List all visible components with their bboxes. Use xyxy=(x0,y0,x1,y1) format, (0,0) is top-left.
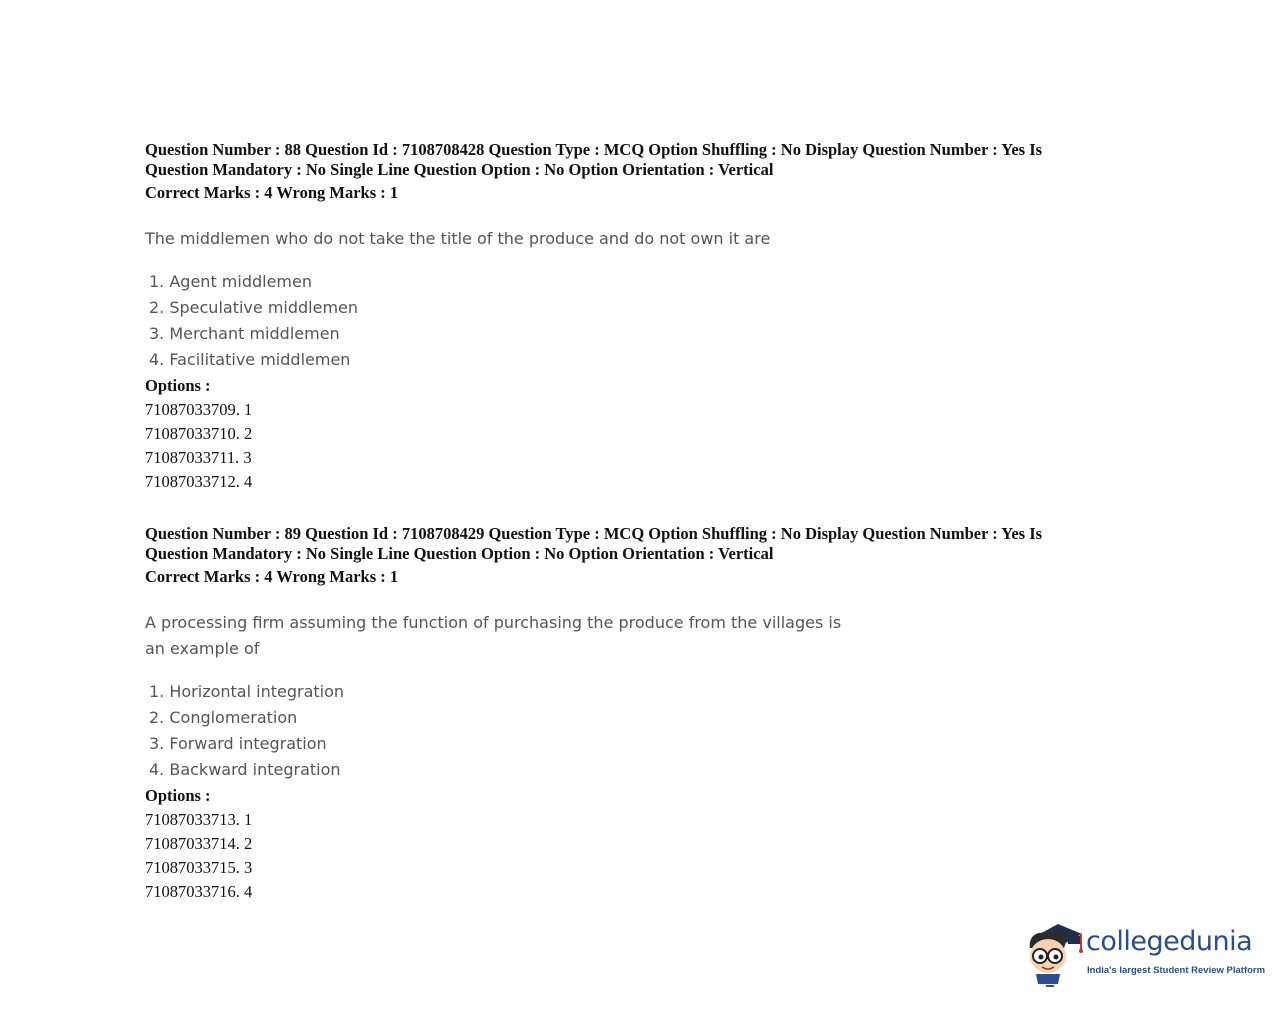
question-text: A processing firm assuming the function of purchasing the produce from the villages is an example of xyxy=(145,613,842,658)
option-id: 71087033716. 4 xyxy=(145,882,253,901)
option-id-list xyxy=(145,398,1105,494)
answer-choices xyxy=(145,269,1105,373)
option-id: 71087033714. 2 xyxy=(145,834,253,853)
question-marks: Correct Marks : 4 Wrong Marks : 1 xyxy=(145,183,399,202)
options-label: Options : xyxy=(145,376,211,395)
option-id: 71087033709. 1 xyxy=(145,400,253,419)
options-label: Options : xyxy=(145,786,211,805)
question-meta xyxy=(145,140,1105,180)
question-text: The middlemen who do not take the title of the produce and do not own it are xyxy=(145,229,771,248)
answer-choice: 1. Horizontal integration xyxy=(149,682,345,701)
option-id: 71087033715. 3 xyxy=(145,858,253,877)
option-id: 71087033710. 2 xyxy=(145,424,253,443)
question-meta-line-2: Question Mandatory : No Single Line Question Option : No Option Orientation : Vertical xyxy=(145,544,774,563)
answer-choice: 2. Conglomeration xyxy=(149,708,298,727)
option-id: 71087033712. 4 xyxy=(145,472,253,491)
option-id: 71087033713. 1 xyxy=(145,810,253,829)
logo-wordmark: collegedunia xyxy=(1086,926,1253,957)
answer-choice: 4. Facilitative middlemen xyxy=(149,350,351,369)
answer-choice: 3. Merchant middlemen xyxy=(149,324,340,343)
question-meta-line-1: Question Number : 88 Question Id : 7108708428 Question Type : MCQ Option Shuffling : No Display Question Number : Yes Is xyxy=(145,140,1043,159)
logo-tagline: India's largest Student Review Platform xyxy=(1087,965,1266,976)
answer-choice: 2. Speculative middlemen xyxy=(149,298,359,317)
option-id-list xyxy=(145,808,1105,904)
question-marks: Correct Marks : 4 Wrong Marks : 1 xyxy=(145,567,399,586)
question-meta xyxy=(145,524,1105,564)
graduate-mascot-icon xyxy=(1024,918,1086,988)
question-meta-line-2: Question Mandatory : No Single Line Question Option : No Option Orientation : Vertical xyxy=(145,160,774,179)
answer-choices xyxy=(145,679,1105,783)
option-id: 71087033711. 3 xyxy=(145,448,252,467)
question-88 xyxy=(145,140,1105,494)
answer-choice: 3. Forward integration xyxy=(149,734,327,753)
collegedunia-logo xyxy=(1024,918,1264,990)
question-meta-line-1: Question Number : 89 Question Id : 7108708429 Question Type : MCQ Option Shuffling : No Display Question Number : Yes Is xyxy=(145,524,1043,543)
question-89 xyxy=(145,524,1105,904)
answer-choice: 1. Agent middlemen xyxy=(149,272,312,291)
answer-choice: 4. Backward integration xyxy=(149,760,341,779)
